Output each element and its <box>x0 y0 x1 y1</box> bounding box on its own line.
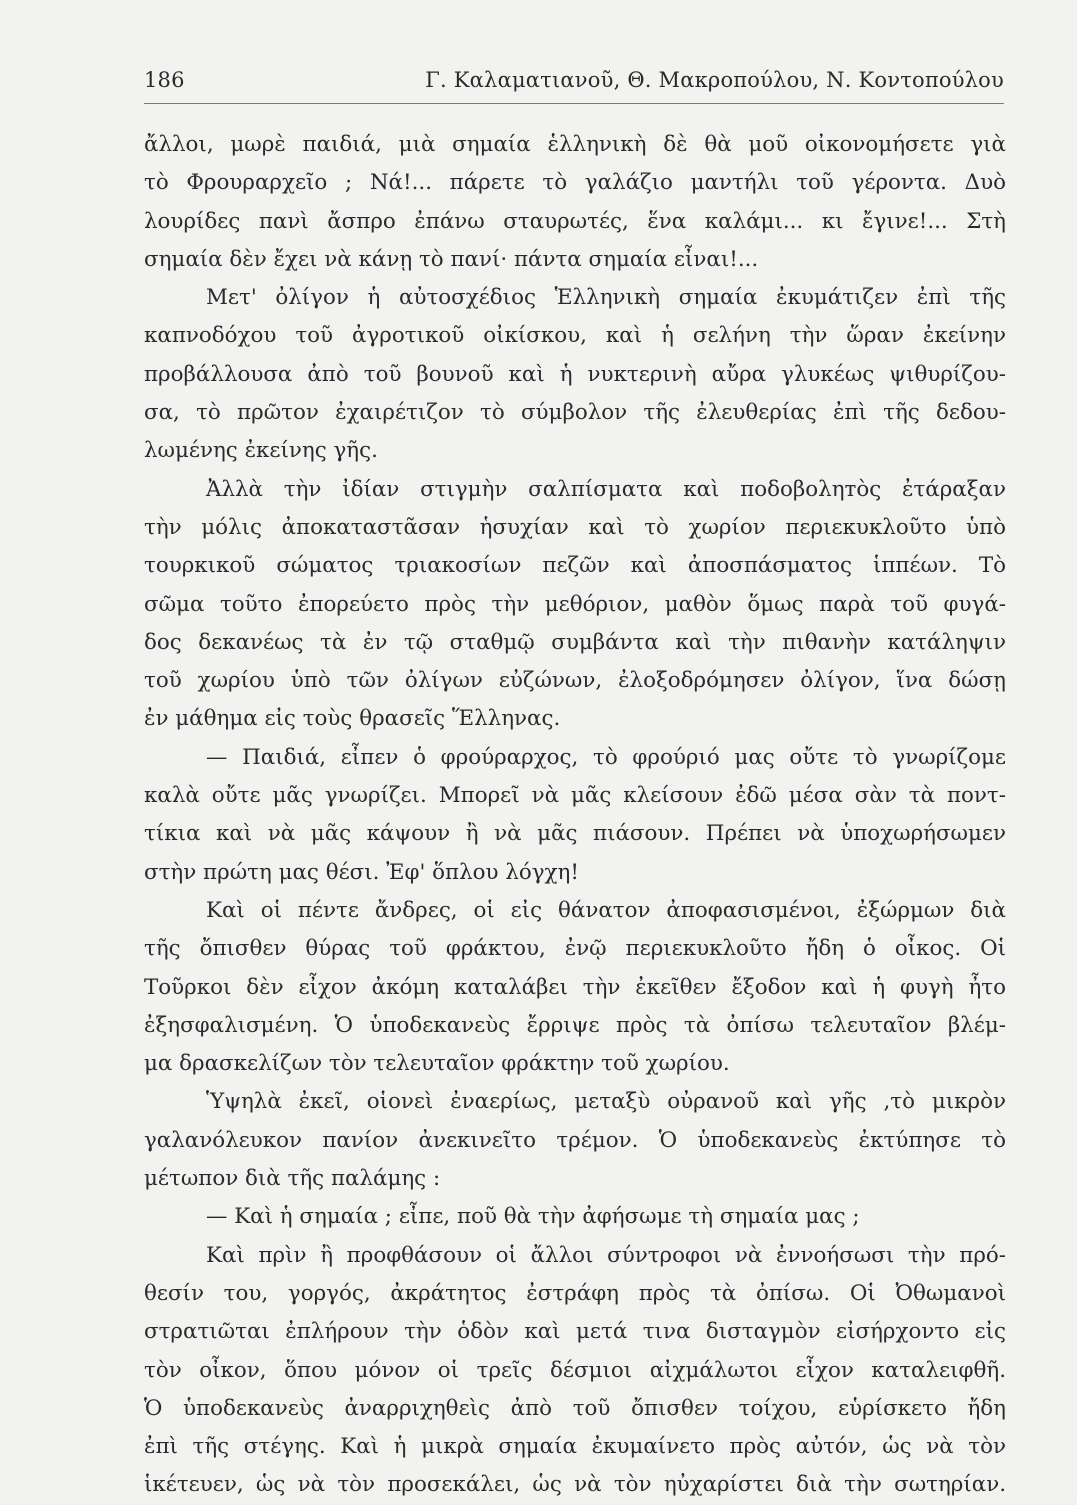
text-line: στρατιῶται ἐπλήρουν τὴν ὁδὸν καὶ μετά τινα δισταγμὸν εἰσήρχοντο εἰς <box>144 1319 1006 1345</box>
text-line: — Καὶ ἡ σημαία ; εἶπε, ποῦ θὰ τὴν ἀφήσωμε τὴ σημαία μας ; <box>206 1204 860 1230</box>
text-line: τῆς ὄπισθεν θύρας τοῦ φράκτου, ἐνῷ περιεκυκλοῦτο ἤδη ὁ οἶκος. Οἱ <box>144 936 1006 962</box>
text-line: τουρκικοῦ σώματος τριακοσίων πεζῶν καὶ ἀποσπάσματος ἱππέων. Τὸ <box>144 553 1006 579</box>
text-line: ἐν μάθημα εἰς τοὺς θρασεῖς Ἕλληνας. <box>144 706 561 732</box>
page-number: 186 <box>144 68 185 92</box>
text-line: Τοῦρκοι δὲν εἶχον ἀκόμη καταλάβει τὴν ἐκεῖθεν ἔξοδον καὶ ἡ φυγὴ ἦτο <box>144 974 1006 1000</box>
text-line: Ὁ ὑποδεκανεὺς ἀναρριχηθεὶς ἀπὸ τοῦ ὄπισθεν τοίχου, εὑρίσκετο ἤδη <box>144 1395 1006 1421</box>
text-line: μα δρασκελίζων τὸν τελευταῖον φράκτην τοῦ χωρίου. <box>144 1051 730 1077</box>
text-line: Ἀλλὰ τὴν ἰδίαν στιγμὴν σαλπίσματα καὶ ποδοβοληтὸς ἐτάραξαν <box>206 476 1006 502</box>
text-line: λουρίδες πανὶ ἄσπρο ἐπάνω σταυρωτές, ἕνα καλάμι... κι ἔγινε!... Στὴ <box>144 208 1006 234</box>
text-line: γαλανόλευκον πανίον ἀνεκινεῖτο τρέμον. Ὁ ὑποδεκανεὺς ἐκτύπησε τὸ <box>144 1127 1006 1153</box>
text-line: θεσίν του, γοργός, ἀκράτητος ἐστράφη πρὸς τὰ ὀπίσω. Οἱ Ὀθωμανοὶ <box>144 1280 1006 1306</box>
text-line: τὴν μόλις ἀποκαταστᾶσαν ἡσυχίαν καὶ τὸ χωρίον περιεκυκλοῦτο ὑπὸ <box>144 514 1006 540</box>
text-line: ἄλλοι, μωρὲ παιδιά, μιὰ σημαία ἑλληνικὴ δὲ θὰ μοῦ οἰκονομήσετε γιὰ <box>144 132 1006 157</box>
text-line: τὸ Φρουραρχεῖο ; Νά!... πάρετε τὸ γαλάζιο μαντήλι τοῦ γέροντα. Δυὸ <box>144 170 1006 196</box>
page-header <box>144 68 1004 100</box>
text-line: ἐπὶ τῆς στέγης. Καὶ ἡ μικρὰ σημαία ἐκυμαίνετο πρὸς αὐτόν, ὡς νὰ τὸν <box>144 1434 1006 1460</box>
text-line: Ὑψηλὰ ἐκεῖ, οἱονεὶ ἐναερίως, μεταξὺ οὐρανοῦ καὶ γῆς ,τὸ μικρὸν <box>206 1089 1006 1115</box>
text-line: — Παιδιά, εἶπεν ὁ φρούραρχος, τὸ φρούριό μας οὔτε τὸ γνωρίζομε <box>206 744 1006 770</box>
header-rule <box>144 103 1004 104</box>
text-line: δος δεκανέως τὰ ἐν τῷ σταθμῷ συμβάντα καὶ τὴν πιθανὴν κατάληψιν <box>144 629 1006 655</box>
text-line: προβάλλουσα ἀπὸ τοῦ βουνοῦ καὶ ἡ νυκτερινὴ αὔρα γλυκέως ψιθυρίζου- <box>144 361 1006 387</box>
text-line: τίκια καὶ νὰ μᾶς κάψουν ἢ νὰ μᾶς πιάσουν. Πρέπει νὰ ὑποχωρήσωμεν <box>144 821 1006 847</box>
text-line: στὴν πρώτη μας θέσι. Ἐφ' ὅπλου λόγχη! <box>144 859 579 885</box>
text-line: τοῦ χωρίου ὑπὸ τῶν ὀλίγων εὐζώνων, ἐλοξοδρόμησεν ὀλίγον, ἵνα δώσῃ <box>144 668 1006 694</box>
text-line: μέτωπον διὰ τῆς παλάμης : <box>144 1166 441 1192</box>
text-line: Καὶ πρὶν ἢ προφθάσουν οἱ ἄλλοι σύντροφοι νὰ ἐννοήσωσι τὴν πρό- <box>206 1242 1006 1268</box>
text-line: Καὶ οἱ πέντε ἄνδρες, οἱ εἰς θάνατον ἀποφασισμένοι, ἐξώρμων διὰ <box>206 897 1006 923</box>
text-line: ἐξησφαλισμένη. Ὁ ὑποδεκανεὺς ἔρριψε πρὸς τὰ ὀπίσω τελευταῖον βλέμ- <box>144 1012 1006 1038</box>
text-line: σημαία δὲν ἔχει νὰ κάνῃ τὸ πανί· πάντα σημαία εἶναι!... <box>144 246 759 272</box>
text-line: σῶμα τοῦτο ἐπορεύετο πρὸς τὴν μεθόριον, μαθὸν ὅμως παρὰ τοῦ φυγά- <box>144 591 1006 617</box>
text-line: καπνοδόχου τοῦ ἀγροτικοῦ οἰκίσκου, καὶ ἡ σελήνη τὴν ὥραν ἐκείνην <box>144 323 1006 349</box>
text-line: λωμένης ἐκείνης γῆς. <box>144 438 378 464</box>
text-line: τὸν οἶκον, ὅπου μόνον οἱ τρεῖς δέσμιοι αἰχμάλωτοι εἶχον καταλειφθῆ. <box>144 1357 1006 1383</box>
body-text <box>144 126 1006 1505</box>
text-line: ἱκέτευεν, ὡς νὰ τὸν προσεκάλει, ὡς νὰ τὸν ηὐχαρίστει διὰ τὴν σωτηρίαν. <box>144 1472 1006 1498</box>
text-line: καλὰ οὔτε μᾶς γνωρίζει. Μπορεῖ νὰ μᾶς κλείσουν ἐδῶ μέσα σὰν τὰ ποντ- <box>144 783 1006 809</box>
text-line: σα, τὸ πρῶτον ἐχαιρέτιζον τὸ σύμβολον τῆς ἐλευθερίας ἐπὶ τῆς δεδου- <box>144 400 1006 426</box>
running-head: Γ. Καλαματιανοῦ, Θ. Μακροπούλου, Ν. Κοντοπούλου <box>425 68 1004 92</box>
text-line: Μετ' ὀλίγον ἡ αὐτοσχέδιος Ἑλληνικὴ σημαία ἐκυμάτιζεν ἐπὶ τῆς <box>206 285 1006 311</box>
